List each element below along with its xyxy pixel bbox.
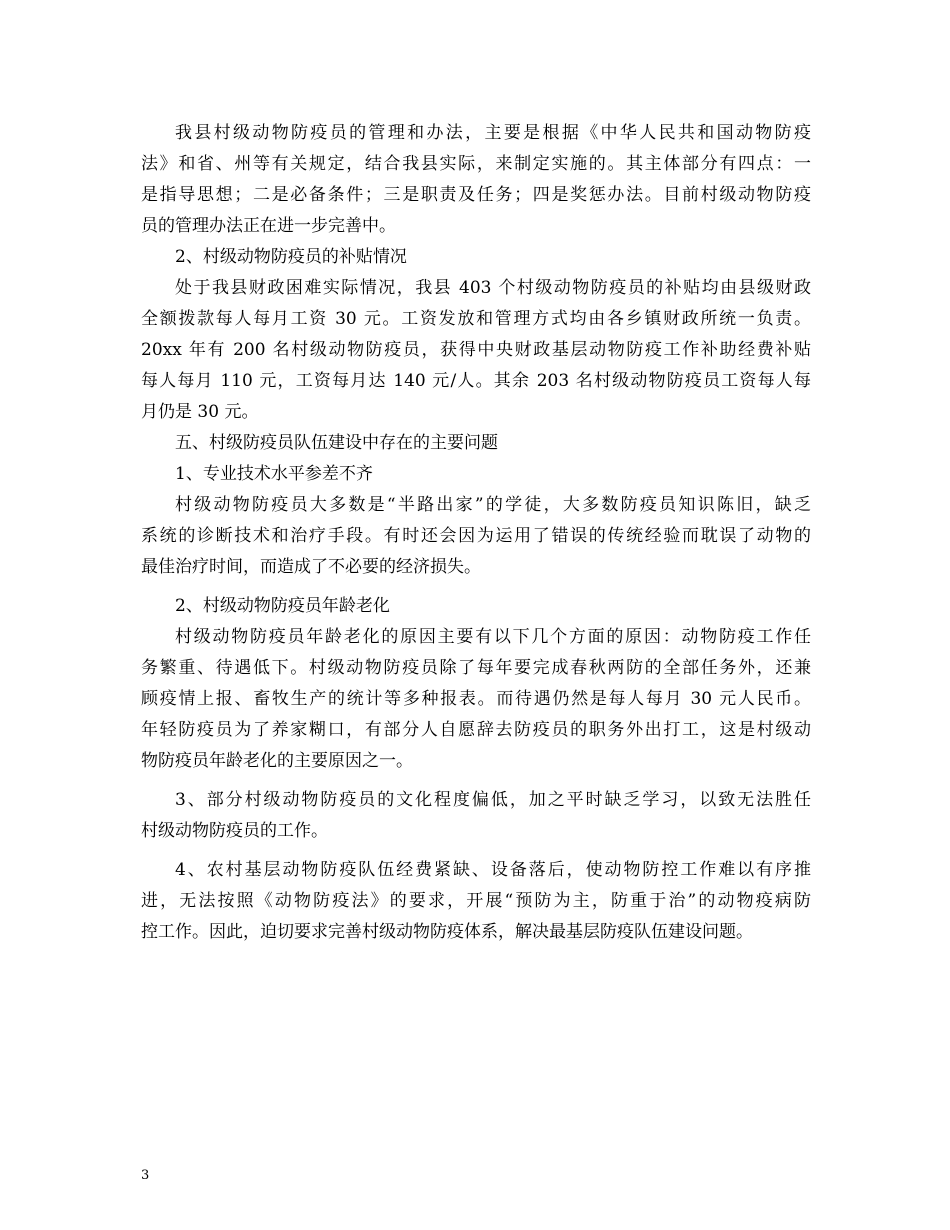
text-line: 月仍是 30 元。 <box>141 402 259 422</box>
document-body <box>141 118 811 948</box>
subheading-skill-level <box>141 459 811 490</box>
section-heading-problems <box>141 428 811 459</box>
paragraph-aging <box>141 622 811 777</box>
subheading-text: 1、专业技术水平参差不齐 <box>175 464 373 484</box>
page-number: 3 <box>141 1168 150 1183</box>
text-line: 务繁重、待遇低下。村级动物防疫员除了每年要完成春秋两防的全部任务外，还兼 <box>141 658 811 678</box>
subheading-text: 2、村级动物防疫员年龄老化 <box>175 596 390 616</box>
subheading-text: 2、村级动物防疫员的补贴情况 <box>175 247 407 267</box>
text-line: 全额拨款每人每月工资 30 元。工资发放和管理方式均由各乡镇财政所统一负责。 <box>141 309 811 329</box>
subheading-subsidy <box>141 242 811 273</box>
text-line: 处于我县财政困难实际情况，我县 403 个村级动物防疫员的补贴均由县级财政 <box>175 278 811 298</box>
text-line: 4、农村基层动物防疫队伍经费紧缺、设备落后，使动物防控工作难以有序推 <box>175 860 811 880</box>
text-line: 员的管理办法正在进一步完善中。 <box>141 216 396 236</box>
text-line: 进，无法按照《动物防疫法》的要求，开展“预防为主，防重于治”的动物疫病防 <box>141 891 811 911</box>
paragraph-skill-level <box>141 490 811 583</box>
section-heading-text: 五、村级防疫员队伍建设中存在的主要问题 <box>175 433 498 453</box>
text-line: 顾疫情上报、畜牧生产的统计等多种报表。而待遇仍然是每人每月 30 元人民币。 <box>141 689 811 709</box>
text-line: 我县村级动物防疫员的管理和办法，主要是根据《中华人民共和国动物防疫 <box>175 123 811 143</box>
text-line: 年轻防疫员为了养家糊口，有部分人自愿辞去防疫员的职务外出打工，这是村级动 <box>141 720 811 740</box>
subheading-aging <box>141 591 811 622</box>
text-line: 系统的诊断技术和治疗手段。有时还会因为运用了错误的传统经验而耽误了动物的 <box>141 526 811 546</box>
text-line: 村级动物防疫员年龄老化的原因主要有以下几个方面的原因：动物防疫工作任 <box>175 627 811 647</box>
text-line: 物防疫员年龄老化的主要原因之一。 <box>141 751 413 771</box>
text-line: 法》和省、州等有关规定，结合我县实际，来制定实施的。其主体部分有四点：一 <box>141 154 811 174</box>
paragraph-funding-shortage <box>141 855 811 948</box>
text-line: 3、部分村级动物防疫员的文化程度偏低，加之平时缺乏学习，以致无法胜任 <box>175 790 811 810</box>
paragraph-subsidy <box>141 273 811 428</box>
text-line: 每人每月 110 元，工资每月达 140 元/人。其余 203 名村级动物防疫员工资每人每 <box>141 371 811 391</box>
text-line: 最佳治疗时间，而造成了不必要的经济损失。 <box>141 557 481 577</box>
text-line: 控工作。因此，迫切要求完善村级动物防疫体系，解决最基层防疫队伍建设问题。 <box>141 922 753 942</box>
text-line: 村级动物防疫员大多数是“半路出家”的学徒，大多数防疫员知识陈旧，缺乏 <box>175 495 811 515</box>
text-line: 是指导思想；二是必备条件；三是职责及任务；四是奖惩办法。目前村级动物防疫 <box>141 185 811 205</box>
paragraph-management-methods <box>141 118 811 242</box>
paragraph-education-level <box>141 785 811 847</box>
text-line: 20xx 年有 200 名村级动物防疫员，获得中央财政基层动物防疫工作补助经费补贴 <box>141 340 811 360</box>
text-line: 村级动物防疫员的工作。 <box>141 821 328 841</box>
